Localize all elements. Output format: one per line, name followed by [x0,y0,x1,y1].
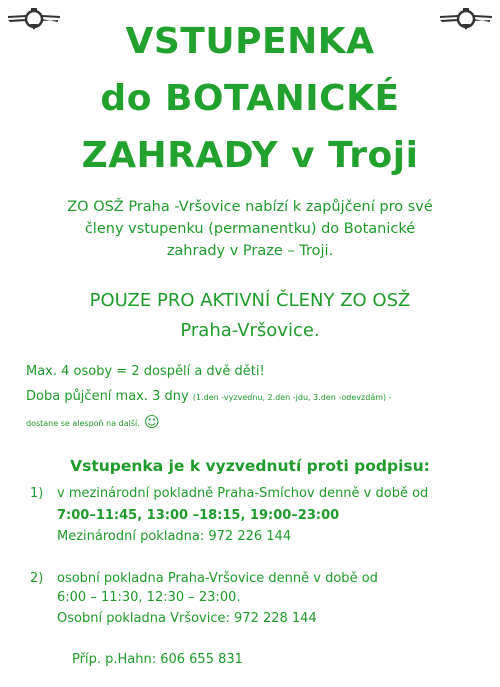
loan-period-rule [26,389,392,404]
item-number: 1) [30,486,44,501]
smiley-icon: ☺ [143,413,160,431]
title-line-2: do BOTANICKÉ [100,78,400,119]
title-line-1: VSTUPENKA [125,21,375,62]
members-only-line: POUZE PRO AKTIVNÍ ČLENY ZO OSŽ [89,290,411,311]
loan-detail-text: (1.den -vyzvednu, 2.den -jdu, 3.den -odevzdám) - [192,393,392,402]
loan-period-text: Doba půjčení max. 3 dny [26,389,189,404]
return-note-rule [26,413,160,431]
pickup-phone-2: Osobní pokladna Vršovice: 972 228 144 [57,611,317,626]
item-number: 2) [30,571,44,586]
contact-line: Příp. p.Hahn: 606 655 831 [72,652,243,667]
pickup-phone-1: Mezinárodní pokladna: 972 226 144 [57,529,292,544]
pickup-hours-2: 6:00 – 11:30, 12:30 – 23:00. [57,590,241,605]
pickup-location-2: osobní pokladna Praha-Vršovice denně v době od [57,571,378,586]
intro-line: členy vstupenku (permanentku) do Botanické [84,221,416,237]
pickup-hours-1: 7:00–11:45, 13:00 –18:15, 19:00–23:00 [57,508,340,523]
members-only-notice [0,286,500,346]
title-line-3: ZAHRADY v Troji [81,135,419,176]
intro-paragraph [20,196,480,262]
max-persons-rule: Max. 4 osoby = 2 dospělí a dvě děti! [26,364,265,379]
intro-line: ZO OSŽ Praha -Vršovice nabízí k zapůjčení pro své [67,199,433,215]
members-only-line: Praha-Vršovice. [180,320,320,341]
intro-line: zahrady v Praze – Troji. [166,243,334,259]
return-note-text: dostane se alespoň na další. [26,419,140,428]
pickup-location-1: v mezinárodní pokladně Praha-Smíchov denně v době od [57,486,429,501]
pickup-heading: Vstupenka je k vyzvednutí proti podpisu: [70,457,430,475]
